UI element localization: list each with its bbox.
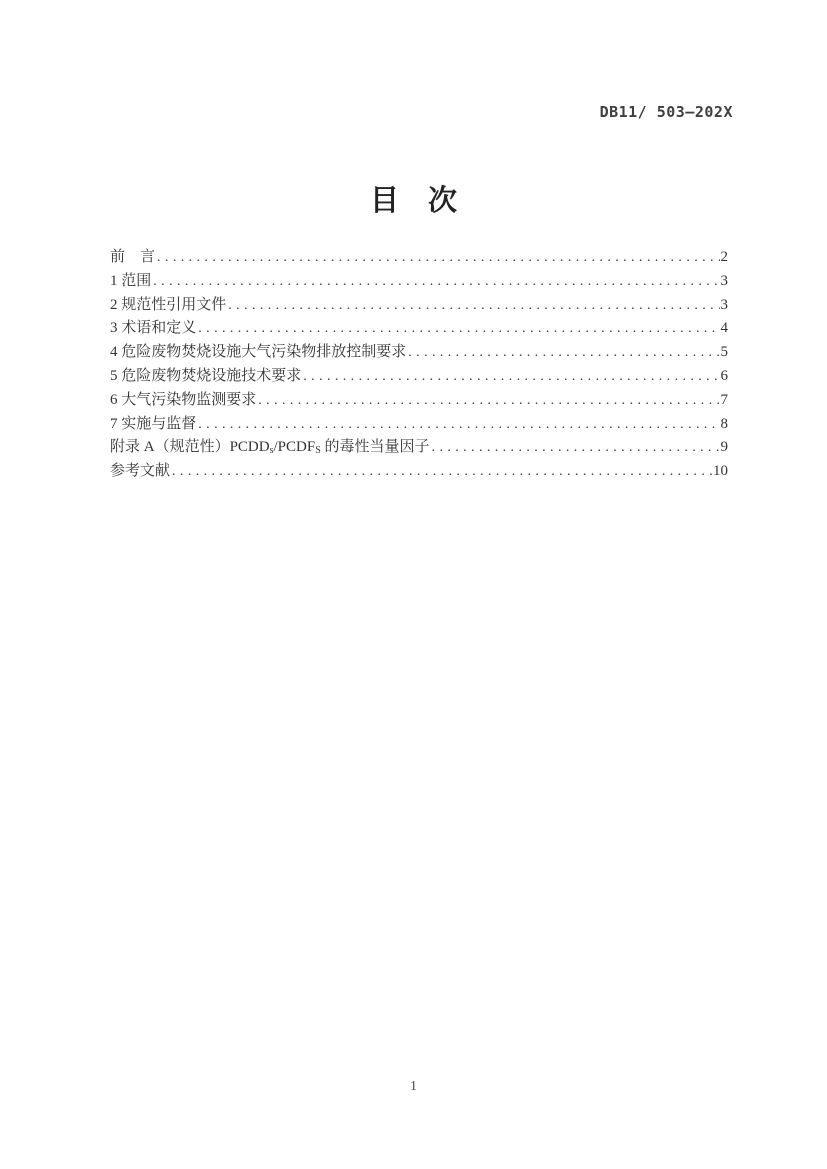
toc-entry-page: 10 (713, 463, 728, 480)
pcdf-subscript: S (315, 445, 321, 457)
toc-entry-label: 6 大气污染物监测要求 (110, 391, 257, 408)
toc-entry (110, 341, 728, 365)
appendix-label-text: 附录 A（规范性）PCDD (110, 439, 270, 456)
toc-leader-dots (432, 436, 720, 460)
toc-entry-page: 9 (720, 439, 728, 456)
toc-leader-dots (157, 246, 719, 270)
toc-entry-label: 前 言 (110, 249, 156, 265)
toc-entry-page: 3 (720, 272, 728, 289)
toc-leader-dots (303, 365, 719, 389)
footer-page-number: 1 (410, 1079, 417, 1094)
toc-entry-label: 1 范围 (110, 272, 152, 289)
toc-leader-dots (153, 270, 719, 294)
toc-entry-page: 8 (720, 415, 728, 432)
toc-entry-label (110, 436, 430, 460)
toc-entry (110, 413, 728, 437)
toc-leader-dots (198, 413, 719, 437)
page-title: 目 次 (369, 185, 457, 217)
toc-entry (110, 365, 728, 389)
toc-entry-page: 6 (720, 367, 728, 384)
toc-entry-page: 3 (720, 296, 728, 313)
toc-leader-dots (172, 460, 712, 484)
toc-leader-dots (408, 341, 719, 365)
toc-entry-label: 3 术语和定义 (110, 320, 197, 337)
toc-entry-label: 7 实施与监督 (110, 415, 197, 432)
toc-entry (110, 270, 728, 294)
toc-entry (110, 389, 728, 413)
appendix-label-text: /PCDF (273, 439, 316, 456)
toc-entry-page: 4 (720, 320, 728, 337)
toc-entry (110, 317, 728, 341)
toc-entry-label: 2 规范性引用文件 (110, 296, 227, 313)
toc-entry-label: 参考文献 (110, 463, 171, 480)
toc-leader-dots (258, 389, 719, 413)
toc-entry-appendix (110, 436, 728, 460)
standard-code-header: DB11/ 503—202X (599, 103, 733, 121)
appendix-label-text: 的毒性当量因子 (320, 439, 430, 456)
toc-entry-label: 5 危险废物焚烧设施技术要求 (110, 367, 302, 384)
toc-entry-page: 5 (720, 344, 728, 361)
pcdd-subscript: s (269, 445, 274, 457)
toc-entry (110, 294, 728, 318)
table-of-contents (110, 246, 728, 484)
toc-leader-dots (228, 294, 719, 318)
toc-entry-label: 4 危险废物焚烧设施大气污染物排放控制要求 (110, 344, 407, 361)
toc-entry (110, 246, 728, 270)
toc-entry-page: 2 (720, 249, 728, 265)
toc-entry-page: 7 (720, 391, 728, 408)
toc-entry (110, 460, 728, 484)
toc-leader-dots (198, 317, 719, 341)
